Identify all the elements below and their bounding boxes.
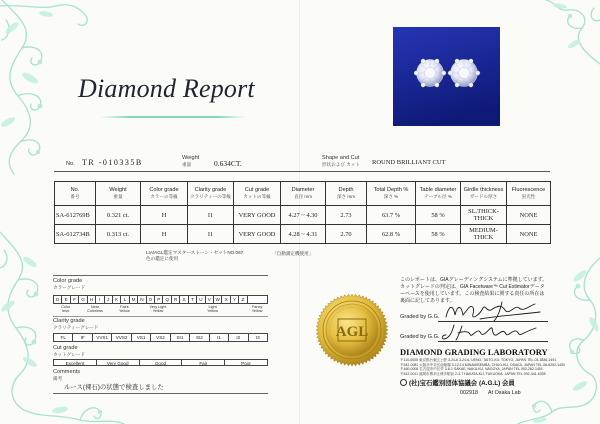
col-header-clarity-grade-en: Clarity grade	[194, 186, 227, 193]
color-group-near-colorless: Near Colorless	[87, 305, 103, 314]
serial-number: 002918	[460, 390, 478, 396]
clarity-scale-label-ja: クラリティーグレード	[53, 325, 99, 330]
color-scale-cell-t: T	[189, 296, 197, 303]
color-scale-label-ja: カラーグレード	[53, 285, 86, 290]
cut-scale-cell-very-good: Very Good	[97, 360, 140, 365]
cut-scale-label: Cut grade	[53, 345, 78, 351]
cell-depth: 2.73	[326, 206, 367, 225]
color-scale-cell-g: G	[79, 296, 87, 303]
cut-scale-cell-good: Good	[140, 360, 183, 365]
col-header-depth-ja: 深さ mm	[336, 193, 356, 199]
seal-monogram: AGL	[335, 324, 369, 340]
cell-weight: 0.313 ct.	[96, 225, 141, 244]
color-section-rule	[53, 316, 268, 317]
master-stone-line1: LIA/AGL鑑定マスターストーン・セットNO.067	[146, 250, 244, 255]
title-underline	[100, 116, 246, 118]
cell-girdle-thickness: MEDIUM-THICK	[461, 225, 507, 244]
laboratory-name: DIAMOND GRADING LABORATORY	[400, 347, 548, 357]
color-group-colorless: Color less	[61, 305, 71, 314]
col-header-weight-en: Weight	[109, 186, 127, 193]
color-scale-cell-h: H	[88, 296, 96, 303]
clarity-scale-cell-i2: I2	[229, 334, 248, 341]
gemologist-signature-2	[440, 322, 548, 342]
col-header-depth-en: Depth	[338, 186, 354, 193]
clarity-scale-cell-si2: SI2	[190, 334, 209, 341]
grading-statement: このレポートは、GIAグレーディングシステムに準拠しています。カットグレードの判定は、GIA Facetware™ Cut Estimatorデーターベースを使用しています。この検査結果に関する責任の所在は裏面に記してあります。	[400, 277, 548, 304]
auto-measure-note: 「自動測定機使用」	[272, 251, 314, 256]
gold-seal-icon	[315, 293, 389, 367]
color-scale-cell-y: Y	[231, 296, 239, 303]
color-scale-cell-n: N	[138, 296, 146, 303]
color-scale-cell-o: O	[147, 296, 155, 303]
table-row	[55, 206, 551, 225]
scales-top-rule	[53, 275, 268, 276]
cell-diameter: 4.27 ~ 4.30	[281, 206, 326, 225]
clarity-scale-cell-vvs1: VVS1	[93, 334, 112, 341]
gemologist-signature-1	[440, 300, 548, 322]
color-scale-cell-l: L	[121, 296, 129, 303]
signature-line-2	[438, 341, 548, 342]
membership-line	[400, 378, 515, 387]
master-stone-note	[146, 250, 243, 262]
cell-total-depth: 63.7 %	[367, 206, 416, 225]
cell-clarity-grade: I1	[188, 206, 234, 225]
report-no-label: No.	[66, 161, 75, 167]
cut-scale-label-ja: カットグレード	[53, 352, 86, 357]
address-line-4: 〒812-0011 福岡市博多区博多駅前 2-3-7 HAKATA-KU, FUKUOKA, JAPAN TEL.092-441-6335	[400, 371, 546, 376]
clarity-scale-cell-i1: I1	[210, 334, 229, 341]
cut-scale-cell-poor: Poor	[241, 361, 251, 366]
cell-clarity-grade: I1	[188, 225, 234, 244]
col-header-no-ja: 番号	[70, 193, 80, 199]
col-header-weight-ja: 重量	[113, 193, 123, 199]
color-scale-cell-m: M	[130, 296, 138, 303]
col-header-fluorescence-ja: 蛍光性	[521, 193, 536, 199]
cell-color-grade: H	[141, 225, 188, 244]
color-scale-cell-s: S	[180, 296, 188, 303]
col-header-diameter-en: Diameter	[291, 186, 315, 193]
comments-label-ja: 備考	[53, 376, 63, 381]
color-scale-cell-u: U	[197, 296, 205, 303]
address-line-3: 〒460-0008 名古屋市中区栄 3-6-1 SAKAE, NAKA-KU, NAGOYA, JAPAN TEL.052-262-1451	[400, 367, 543, 371]
cell-no: SA-612769B	[55, 206, 96, 225]
col-header-girdle-thickness	[461, 182, 507, 206]
color-group-labels	[53, 305, 268, 314]
cell-fluorescence: NONE	[507, 206, 551, 225]
col-header-weight	[96, 182, 141, 206]
col-header-girdle-thickness-ja: ガードル厚さ	[469, 193, 498, 199]
graded-by-label-1: Graded by G.G.	[400, 314, 440, 320]
col-header-clarity-grade	[188, 182, 234, 206]
report-title: Diamond Report	[78, 74, 255, 103]
cut-grade-scale	[53, 359, 268, 366]
table-row	[55, 225, 551, 244]
comments-text: ルース(裸石)の状態で検査しました	[64, 384, 164, 391]
shape-cut-label-ja: 形状および カット	[322, 162, 360, 167]
diamond-earrings-photo	[393, 27, 500, 126]
col-header-color-grade-ja: カラーの等級	[150, 193, 178, 199]
col-header-color-grade	[141, 182, 188, 206]
address-line-1: 〒110-0005 東京都台東区上野 3-24-6 3-24-6, UENO, TAITO-KU, TOKYO, JAPAN TEL.03-3836-1491	[400, 358, 557, 362]
col-header-cut-grade-ja: カットの等級	[243, 193, 271, 199]
shape-cut-label: Shape and Cut	[322, 155, 360, 161]
clarity-scale-cell-si1: SI1	[171, 334, 190, 341]
membership-text: (社)宝石鑑別団体協議会 (A.G.L) 会員	[409, 380, 515, 387]
col-header-no	[55, 182, 96, 206]
color-group-faint-yellow: Faint Yellow	[118, 305, 130, 314]
clarity-scale-label: Clarity grade	[53, 318, 85, 324]
color-scale-cell-v: V	[206, 296, 214, 303]
color-grade-scale	[53, 295, 268, 304]
table-header-row	[55, 182, 551, 206]
color-scale-cell-j: J	[105, 296, 113, 303]
cell-cut-grade: VERY GOOD	[234, 206, 281, 225]
clarity-scale-cell-vvs2: VVS2	[112, 334, 131, 341]
col-header-color-grade-en: Color grade	[149, 186, 179, 193]
cell-diameter: 4.28 ~ 4.31	[281, 225, 326, 244]
color-group-very-light-yellow: Very Light Yellow	[149, 305, 167, 314]
col-header-clarity-grade-ja: クラリティーの等級	[190, 193, 231, 199]
lab-location: At Osaka Lab	[488, 390, 521, 396]
clarity-scale-cell-fl: FL	[54, 334, 73, 341]
summary-underline	[54, 171, 550, 172]
col-header-total-depth	[367, 182, 416, 206]
weight-label: Weight	[182, 155, 200, 161]
master-stone-line2: 色の鑑定に使用	[146, 256, 179, 261]
comments-label: Comments	[53, 369, 81, 375]
shape-cut-value: ROUND BRILLIANT CUT	[372, 159, 446, 166]
cut-scale-cell-fair: Fair	[182, 360, 225, 365]
grading-table	[54, 181, 551, 244]
col-header-table-diameter-ja: テーブル径 %	[424, 193, 452, 199]
col-header-table-diameter	[416, 182, 461, 206]
col-header-fluorescence-en: Fluorescence	[511, 186, 546, 193]
cell-cut-grade: VERY GOOD	[234, 225, 281, 244]
col-header-fluorescence	[507, 182, 551, 206]
col-header-total-depth-ja: 深さ %	[383, 193, 399, 199]
col-header-cut-grade-en: Cut grade	[244, 186, 270, 193]
cut-scale-cell-excellent: Excellent	[54, 360, 97, 365]
col-header-diameter	[281, 182, 326, 206]
color-scale-cell-i: I	[96, 296, 104, 303]
color-scale-cell-q: Q	[163, 296, 171, 303]
weight-label-ja: 重量	[182, 162, 192, 167]
total-weight-value: 0.634CT.	[214, 159, 242, 168]
color-scale-cell-p: P	[155, 296, 163, 303]
col-header-girdle-thickness-en: Girdle thickness	[463, 186, 504, 193]
cell-weight: 0.321 ct.	[96, 206, 141, 225]
cell-color-grade: H	[141, 206, 188, 225]
col-header-total-depth-en: Total Depth %	[373, 186, 409, 193]
cell-girdle-thickness: SL.THICK-THICK	[461, 206, 507, 225]
clarity-scale-cell-if: IF	[73, 334, 92, 341]
color-scale-cell-r: R	[172, 296, 180, 303]
clarity-scale-cell-vs1: VS1	[132, 334, 151, 341]
color-group-fancy-yellow: Fancy Yellow	[251, 305, 263, 314]
color-scale-cell-e: E	[62, 296, 70, 303]
clarity-scale-cell-i3: I3	[255, 335, 260, 340]
col-header-cut-grade	[234, 182, 281, 206]
color-scale-cell-f: F	[71, 296, 79, 303]
comments-underline	[53, 393, 268, 394]
cell-table-diameter: 58 %	[416, 206, 461, 225]
color-scale-cell-fancy	[248, 296, 267, 303]
report-no-value: TR -010335B	[82, 158, 143, 167]
color-scale-label: Color grade	[53, 278, 83, 284]
col-header-table-diameter-en: Table diameter	[419, 186, 457, 193]
col-header-diameter-ja: 直径 mm	[293, 193, 313, 199]
color-group-light-yellow: Light Yellow	[207, 305, 219, 314]
graded-by-label-2: Graded by G.G.	[400, 334, 440, 340]
clarity-scale-cell-vs2: VS2	[151, 334, 170, 341]
color-scale-cell-z: Z	[239, 296, 247, 303]
col-header-no-en: No.	[70, 186, 80, 193]
address-line-2: 〒542-0081 大阪市中央区南船場 3-12-14 MINAMISEMBA, CHUO-KU, OSAKA, JAPAN TEL.06-6252-1450	[400, 362, 566, 367]
cell-table-diameter: 58 %	[416, 225, 461, 244]
color-scale-cell-w: W	[214, 296, 222, 303]
clarity-grade-scale	[53, 333, 268, 342]
cell-depth: 2.70	[326, 225, 367, 244]
col-header-depth	[326, 182, 367, 206]
color-scale-cell-d: D	[54, 296, 62, 303]
agl-member-logo-icon	[400, 379, 407, 386]
cell-total-depth: 62.8 %	[367, 225, 416, 244]
color-scale-cell-k: K	[113, 296, 121, 303]
cell-no: SA-612734B	[55, 225, 96, 244]
cell-fluorescence: NONE	[507, 225, 551, 244]
color-scale-cell-x: X	[222, 296, 230, 303]
